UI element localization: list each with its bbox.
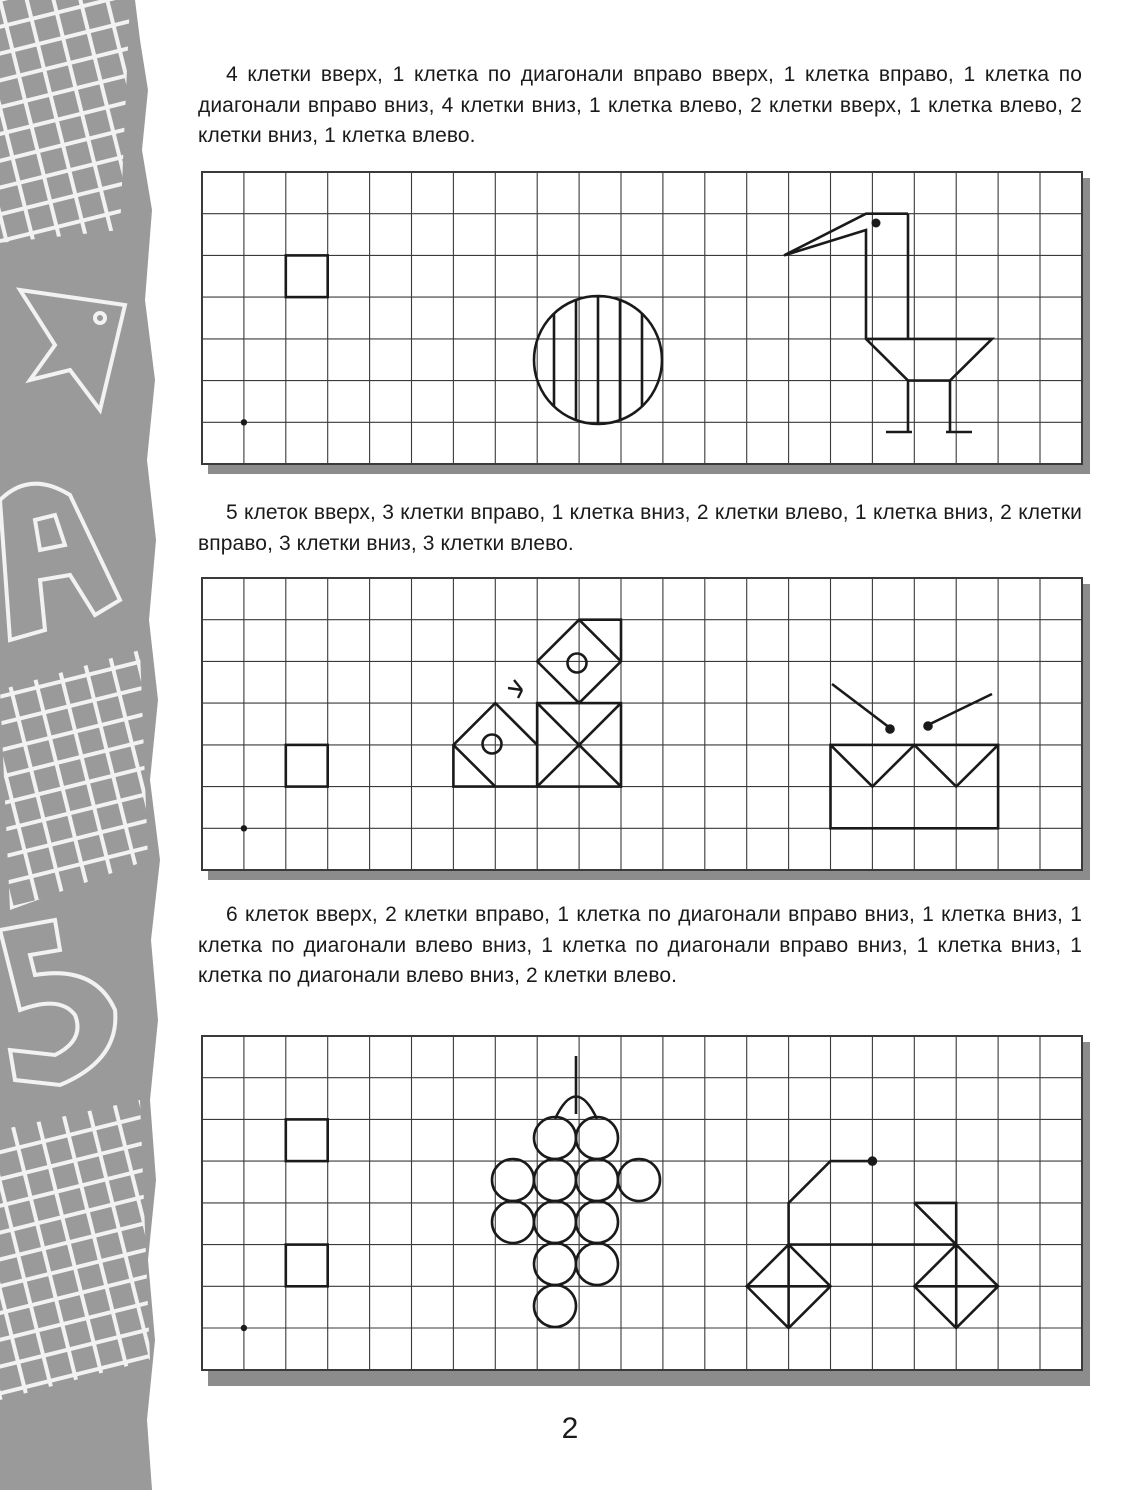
exercise-2-grid-drawing <box>200 576 1090 880</box>
decorative-sidebar <box>0 0 160 1490</box>
grid-pattern-top <box>0 0 130 245</box>
striped-ball-figure <box>534 296 662 424</box>
exercise-2-instruction: 5 клеток вверх, 3 клетки вправо, 1 клетка вниз, 2 клетки влево, 1 клетка вниз, 2 клетки вправо, 3 клетки вниз, 3 клетки влево. <box>198 501 1082 555</box>
exercise-1-instruction: 4 клетки вверх, 1 клетка по диагонали вправо вверх, 1 клетка вправо, 1 клетка по диагонали вправо вниз, 4 клетки вниз, 1 клетка влево, 2 клетки вверх, 1 клетка влево, 2 клетки вниз, 1 клетка влево. <box>198 63 1082 147</box>
page-number: 2 <box>561 1412 579 1445</box>
dot-start-marker <box>241 419 247 425</box>
exercise-2-grid <box>200 576 1090 880</box>
exercise-1-grid <box>200 170 1090 474</box>
exercise-3-instruction: 6 клеток вверх, 2 клетки вправо, 1 клетка по диагонали вправо вниз, 1 клетка вниз, 1 клетка по диагонали влево вниз, 1 клетка по диагонали вправо вниз, 1 клетка вниз, 1 клетка по диагонали влево вниз, 2 клетки влево. <box>198 903 1082 987</box>
grid-pattern-bottom <box>0 1100 150 1400</box>
exercise-3-grid-drawing <box>200 1034 1090 1386</box>
dot-start-marker <box>241 1325 247 1331</box>
exercise-3-grid <box>200 1034 1090 1386</box>
exercise-1-grid-drawing <box>200 170 1090 474</box>
dot-start-marker <box>241 825 247 831</box>
